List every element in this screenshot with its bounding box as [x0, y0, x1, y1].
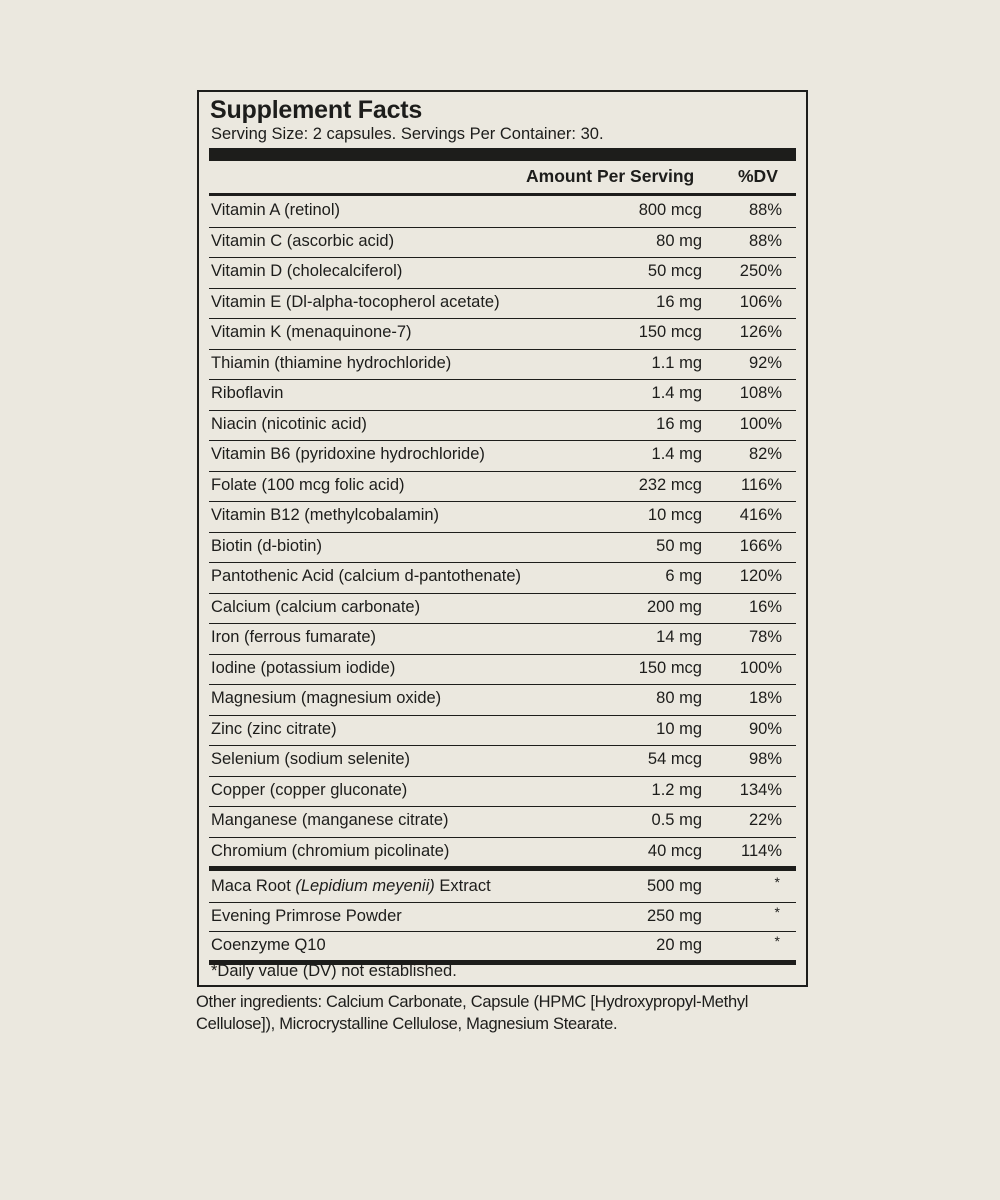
- mid-thick-rule: [209, 866, 796, 871]
- nutrient-amount: 500 mg: [646, 877, 702, 895]
- nutrient-dv: 88%: [748, 231, 782, 250]
- amount-header: Amount Per Serving: [526, 166, 695, 186]
- nutrient-row: [209, 533, 796, 564]
- nutrient-dv: 98%: [748, 750, 782, 768]
- nutrient-row: [209, 685, 796, 716]
- nutrient-amount: 1.1 mg: [651, 353, 702, 372]
- nutrient-name: Copper (copper gluconate): [211, 780, 408, 799]
- nutrient-row: [209, 716, 796, 747]
- nutrient-row: [209, 319, 796, 350]
- nutrient-amount: 50 mcg: [647, 262, 702, 280]
- nutrient-amount: 1.4 mg: [651, 445, 702, 463]
- nutrient-amount: 20 mg: [656, 936, 702, 954]
- nutrient-row: [209, 289, 796, 320]
- nutrient-name: Biotin (d-biotin): [211, 536, 322, 555]
- nutrient-name: Manganese (manganese citrate): [211, 811, 449, 829]
- nutrient-dv: 82%: [748, 445, 782, 463]
- nutrient-name: Evening Primrose Powder: [211, 906, 402, 925]
- nutrient-name: Vitamin E (Dl-alpha-tocopherol acetate): [211, 292, 500, 311]
- nutrient-name: Pantothenic Acid (calcium d-pantothenate): [211, 567, 522, 585]
- nutrient-name: Vitamin K (menaquinone-7): [211, 323, 412, 341]
- nutrient-name: Maca Root (Lepidium meyenii) Extract: [211, 877, 491, 895]
- nutrient-amount: 150 mcg: [638, 658, 702, 677]
- nutrient-dv: 100%: [739, 414, 782, 433]
- nutrient-row: [209, 594, 796, 625]
- botanical-name: (Lepidium meyenii): [295, 877, 435, 895]
- nutrient-dv: 88%: [748, 201, 782, 219]
- nutrient-dv: *: [774, 903, 780, 920]
- footnote: *Daily value (DV) not established.: [211, 962, 457, 980]
- nutrient-row: [209, 258, 796, 289]
- nutrient-amount: 250 mg: [646, 906, 702, 925]
- nutrient-name: Vitamin D (cholecalciferol): [211, 262, 403, 280]
- nutrient-name: Iron (ferrous fumarate): [211, 628, 377, 646]
- nutrient-dv: 114%: [741, 841, 782, 860]
- other-nutrient-row: [209, 873, 796, 903]
- nutrient-amount: 10 mg: [656, 719, 702, 738]
- nutrient-amount: 232 mcg: [638, 475, 702, 494]
- nutrient-row: [209, 350, 796, 381]
- nutrient-amount: 16 mg: [656, 414, 702, 433]
- nutrient-amount: 14 mg: [656, 628, 702, 646]
- nutrient-row: [209, 807, 796, 838]
- nutrient-row: [209, 838, 796, 869]
- nutrient-row: [209, 777, 796, 808]
- nutrient-amount: 150 mcg: [638, 323, 702, 341]
- nutrient-row: [209, 197, 796, 228]
- nutrient-name: Niacin (nicotinic acid): [211, 414, 367, 433]
- nutrient-amount: 54 mcg: [647, 750, 702, 768]
- header-rule: [209, 193, 796, 196]
- nutrient-name: Folate (100 mcg folic acid): [211, 475, 405, 494]
- dv-header: %DV: [738, 166, 778, 186]
- nutrient-row: [209, 472, 796, 503]
- nutrient-dv: 100%: [739, 658, 782, 677]
- nutrient-dv: *: [774, 933, 780, 949]
- nutrient-row: [209, 624, 796, 655]
- other-nutrient-row: [209, 932, 796, 962]
- nutrient-dv: 92%: [748, 353, 782, 372]
- nutrient-amount: 40 mcg: [647, 841, 702, 860]
- nutrient-amount: 0.5 mg: [651, 811, 702, 829]
- nutrient-dv: 78%: [748, 628, 782, 646]
- nutrient-name: Vitamin B6 (pyridoxine hydrochloride): [211, 445, 485, 463]
- nutrient-row: [209, 441, 796, 472]
- nutrient-name: Thiamin (thiamine hydrochloride): [211, 353, 452, 372]
- nutrient-name: Zinc (zinc citrate): [211, 719, 337, 738]
- nutrient-dv: 250%: [739, 262, 782, 280]
- nutrient-dv: 108%: [739, 384, 782, 402]
- nutrient-amount: 10 mcg: [647, 506, 702, 524]
- supplement-facts-panel: [197, 90, 808, 987]
- nutrient-dv: 116%: [741, 475, 782, 494]
- nutrient-name: Vitamin A (retinol): [211, 201, 341, 219]
- serving-info: Serving Size: 2 capsules. Servings Per Container: 30.: [211, 125, 604, 143]
- nutrient-dv: 120%: [739, 567, 782, 585]
- nutrient-amount: 1.2 mg: [651, 780, 702, 799]
- nutrient-dv: 18%: [748, 689, 782, 707]
- nutrient-amount: 800 mcg: [638, 201, 702, 219]
- nutrient-dv: 16%: [748, 597, 782, 616]
- nutrient-amount: 80 mg: [656, 689, 702, 707]
- nutrient-row: [209, 228, 796, 259]
- nutrient-amount: 16 mg: [656, 292, 702, 311]
- nutrient-amount: 80 mg: [656, 231, 702, 250]
- nutrient-dv: 166%: [739, 536, 782, 555]
- nutrient-row: [209, 563, 796, 594]
- nutrient-name: Riboflavin: [211, 384, 284, 402]
- nutrient-dv: 416%: [739, 506, 782, 524]
- nutrient-name: Selenium (sodium selenite): [211, 750, 411, 768]
- nutrient-name: Magnesium (magnesium oxide): [211, 689, 442, 707]
- nutrient-amount: 50 mg: [656, 536, 702, 555]
- nutrient-dv: 106%: [739, 292, 782, 311]
- other-ingredients: Other ingredients: Calcium Carbonate, Capsule (HPMC [Hydroxypropyl-Methyl Cellulose]), Microcrystalline Cellulose, Magnesium Stearate.: [196, 993, 749, 1033]
- nutrient-name: Calcium (calcium carbonate): [211, 597, 421, 616]
- panel-title: Supplement Facts: [210, 96, 423, 124]
- nutrient-amount: 200 mg: [646, 597, 702, 616]
- nutrient-name: Iodine (potassium iodide): [211, 658, 396, 677]
- nutrient-row: [209, 502, 796, 533]
- nutrient-name: Vitamin C (ascorbic acid): [211, 231, 395, 250]
- top-thick-rule: [209, 148, 796, 161]
- nutrient-row: [209, 380, 796, 411]
- nutrient-dv: 90%: [748, 719, 782, 738]
- nutrient-row: [209, 411, 796, 442]
- nutrient-dv: 22%: [748, 811, 782, 829]
- nutrient-dv: *: [774, 874, 780, 890]
- nutrient-amount: 1.4 mg: [651, 384, 702, 402]
- nutrient-name: Chromium (chromium picolinate): [211, 841, 450, 860]
- nutrient-row: [209, 746, 796, 777]
- nutrient-dv: 126%: [739, 323, 782, 341]
- nutrient-name: Vitamin B12 (methylcobalamin): [211, 506, 440, 524]
- nutrient-amount: 6 mg: [665, 567, 702, 585]
- nutrient-name: Coenzyme Q10: [211, 936, 326, 954]
- nutrient-row: [209, 655, 796, 686]
- nutrient-dv: 134%: [739, 780, 782, 799]
- other-nutrient-row: [209, 903, 796, 933]
